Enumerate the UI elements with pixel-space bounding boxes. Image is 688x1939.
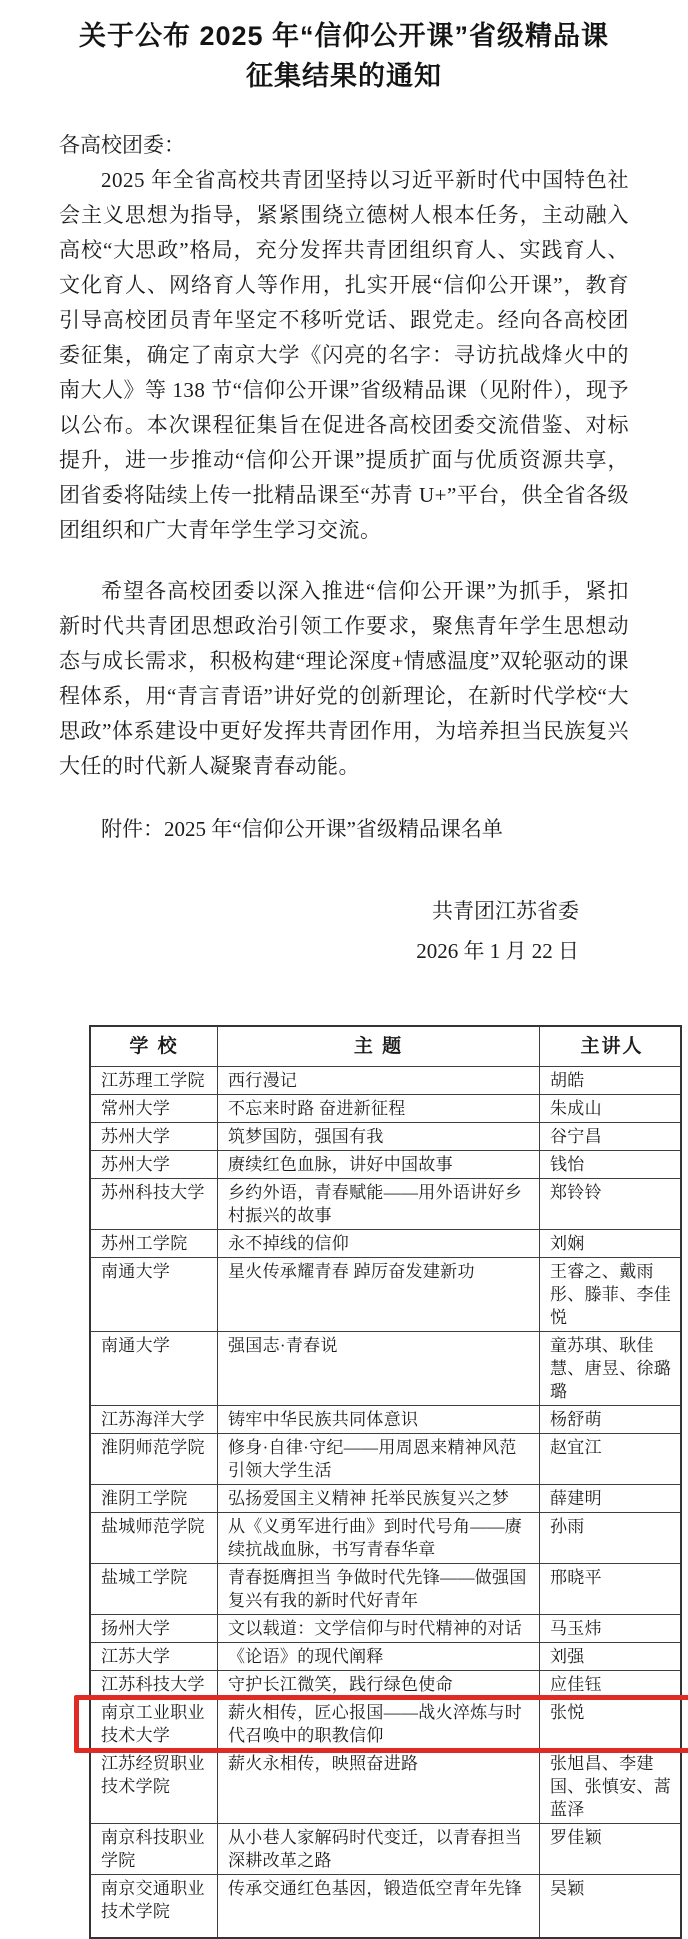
document-title-line1: 关于公布 2025 年“信仰公开课”省级精品课 — [78, 21, 610, 51]
table-cell-topic: 赓续红色血脉，讲好中国故事 — [217, 1151, 539, 1178]
table-cell-speaker: 郑铃铃 — [539, 1179, 684, 1229]
body-paragraph-1: 2025 年全省高校共青团坚持以习近平新时代中国特色社会主义思想为指导，紧紧围绕立德树人根本任务，主动融入高校“大思政”格局，充分发挥共青团组织育人、实践育人、文化育人、网络育人等作用，扎实开展“信仰公开课”，教育引导高校团员青年坚定不移听党话、跟党走。经向各高校团委征集，确定了南京大学《闪亮的名字：寻访抗战烽火中的南大人》等 138 节“信仰公开课”省级精品课（见附件），现予以公布。本次课程征集旨在促进各高校团委交流借鉴、对标提升，进一步推动“信仰公开课”提质扩面与优质资源共享，团省委将陆续上传一批精品课至“苏青 U+”平台，供全省各级团组织和广大青年学生学习交流。 — [59, 168, 629, 542]
table-cell-school: 南京交通职业技术学院 — [101, 1879, 205, 1921]
table-cell-topic: 修身·自律·守纪——用周恩来精神风范引领大学生活 — [217, 1434, 539, 1484]
notice-document — [19, 0, 672, 1921]
document-content — [19, 0, 672, 1939]
table-row — [91, 1484, 680, 1512]
table-row — [91, 1874, 680, 1937]
table-cell-speaker: 王睿之、戴雨彤、滕菲、李佳悦 — [539, 1258, 684, 1331]
table-cell-topic: 从小巷人家解码时代变迁，以青春担当深耕改革之路 — [217, 1824, 539, 1874]
table-cell-school: 南京科技职业学院 — [101, 1828, 205, 1870]
table-cell-speaker: 张悦 — [539, 1699, 684, 1749]
table-cell-speaker: 胡皓 — [539, 1067, 684, 1094]
table-row — [91, 1066, 680, 1094]
table-cell-speaker: 刘强 — [539, 1643, 684, 1670]
table-cell-topic: 强国志·青春说 — [217, 1332, 539, 1405]
table-row — [91, 1749, 680, 1823]
table-cell-topic: 《论语》的现代阐释 — [217, 1643, 539, 1670]
signature-date: 2026 年 1 月 22 日 — [416, 939, 579, 963]
table-cell-topic: 文以载道：文学信仰与时代精神的对话 — [217, 1615, 539, 1642]
table-cell-school: 南京工业职业技术大学 — [101, 1703, 205, 1745]
table-cell-speaker: 谷宁昌 — [539, 1123, 684, 1150]
table-row — [91, 1823, 680, 1874]
table-cell-topic: 乡约外语，青春赋能——用外语讲好乡村振兴的故事 — [217, 1179, 539, 1229]
table-cell-speaker: 赵宜江 — [539, 1434, 684, 1484]
table-row — [91, 1614, 680, 1642]
table-row — [91, 1405, 680, 1433]
table-row-highlighted — [91, 1698, 680, 1749]
table-cell-school: 江苏经贸职业技术学院 — [101, 1754, 205, 1796]
signature-block — [59, 891, 629, 971]
table-cell-topic: 永不掉线的信仰 — [217, 1230, 539, 1257]
table-cell-school: 江苏大学 — [101, 1647, 171, 1666]
table-cell-speaker: 吴颖 — [539, 1875, 684, 1937]
table-cell-speaker: 应佳钰 — [539, 1671, 684, 1698]
document-title — [59, 16, 629, 96]
table-cell-topic: 薪火永相传，映照奋进路 — [217, 1750, 539, 1823]
table-row — [91, 1257, 680, 1331]
table-cell-topic: 不忘来时路 奋进新征程 — [217, 1095, 539, 1122]
body-paragraph-2: 希望各高校团委以深入推进“信仰公开课”为抓手，紧扣新时代共青团思想政治引领工作要求，聚焦青年学生思想动态与成长需求，积极构建“理论深度+情感温度”双轮驱动的课程体系，用“青言青语”讲好党的创新理论，在新时代学校“大思政”体系建设中更好发挥共青团作用，为培养担当民族复兴大任的时代新人凝聚青春动能。 — [59, 579, 629, 778]
table-cell-topic: 青春挺膺担当 争做时代先锋——做强国复兴有我的新时代好青年 — [217, 1564, 539, 1614]
table-header-school: 学 校 — [129, 1036, 179, 1057]
table-row — [91, 1433, 680, 1484]
table-row — [91, 1150, 680, 1178]
table-cell-school: 苏州大学 — [101, 1127, 171, 1146]
table-cell-speaker: 孙雨 — [539, 1513, 684, 1563]
table-header-row — [91, 1027, 680, 1066]
table-cell-topic: 西行漫记 — [217, 1067, 539, 1094]
table-cell-topic: 星火传承耀青春 踔厉奋发建新功 — [217, 1258, 539, 1331]
table-row — [91, 1178, 680, 1229]
salutation: 各高校团委： — [59, 133, 185, 157]
table-row — [91, 1122, 680, 1150]
table-cell-speaker: 薛建明 — [539, 1485, 684, 1512]
table-row — [91, 1331, 680, 1405]
table-row — [91, 1512, 680, 1563]
table-cell-school: 淮阴师范学院 — [101, 1438, 205, 1457]
table-cell-speaker: 邢晓平 — [539, 1564, 684, 1614]
table-row — [91, 1094, 680, 1122]
table-cell-school: 淮阴工学院 — [101, 1489, 188, 1508]
table-cell-school: 盐城工学院 — [101, 1568, 188, 1587]
table-cell-school: 苏州大学 — [101, 1155, 171, 1174]
table-cell-school: 江苏理工学院 — [101, 1071, 205, 1090]
table-cell-school: 苏州科技大学 — [101, 1183, 205, 1202]
table-cell-speaker: 童苏琪、耿佳慧、唐昱、徐璐璐 — [539, 1332, 684, 1405]
table-cell-speaker: 罗佳颖 — [539, 1824, 684, 1874]
table-cell-speaker: 马玉炜 — [539, 1615, 684, 1642]
document-title-line2: 征集结果的通知 — [246, 61, 442, 91]
table-cell-speaker: 杨舒萌 — [539, 1406, 684, 1433]
results-table-body — [91, 1066, 680, 1937]
signer-name: 共青团江苏省委 — [432, 899, 579, 923]
table-cell-school: 扬州大学 — [101, 1619, 171, 1638]
table-cell-speaker: 张旭昌、李建国、张慎安、蒿蓝泽 — [539, 1750, 684, 1823]
table-row — [91, 1670, 680, 1698]
table-row — [91, 1642, 680, 1670]
table-row — [91, 1229, 680, 1257]
table-cell-school: 南通大学 — [101, 1336, 171, 1355]
table-cell-topic: 铸牢中华民族共同体意识 — [217, 1406, 539, 1433]
table-header-topic: 主 题 — [217, 1027, 539, 1066]
table-cell-speaker: 钱怡 — [539, 1151, 684, 1178]
table-cell-topic: 传承交通红色基因，锻造低空青年先锋 — [217, 1875, 539, 1937]
table-cell-school: 常州大学 — [101, 1099, 171, 1118]
table-row — [91, 1563, 680, 1614]
table-cell-topic: 筑梦国防，强国有我 — [217, 1123, 539, 1150]
table-cell-topic: 弘扬爱国主义精神 托举民族复兴之梦 — [217, 1485, 539, 1512]
table-cell-school: 南通大学 — [101, 1262, 171, 1281]
table-cell-school: 盐城师范学院 — [101, 1517, 205, 1536]
table-cell-school: 江苏科技大学 — [101, 1675, 205, 1694]
table-cell-speaker: 刘娴 — [539, 1230, 684, 1257]
results-table — [89, 1025, 682, 1939]
table-cell-topic: 从《义勇军进行曲》到时代号角——赓续抗战血脉，书写青春华章 — [217, 1513, 539, 1563]
table-cell-topic: 薪火相传，匠心报国——战火淬炼与时代召唤中的职教信仰 — [217, 1699, 539, 1749]
table-header-speaker: 主讲人 — [539, 1027, 684, 1066]
table-cell-school: 江苏海洋大学 — [101, 1410, 205, 1429]
table-cell-school: 苏州工学院 — [101, 1234, 188, 1253]
attachment-line: 附件：2025 年“信仰公开课”省级精品课名单 — [101, 817, 503, 841]
table-cell-speaker: 朱成山 — [539, 1095, 684, 1122]
table-cell-topic: 守护长江微笑，践行绿色使命 — [217, 1671, 539, 1698]
